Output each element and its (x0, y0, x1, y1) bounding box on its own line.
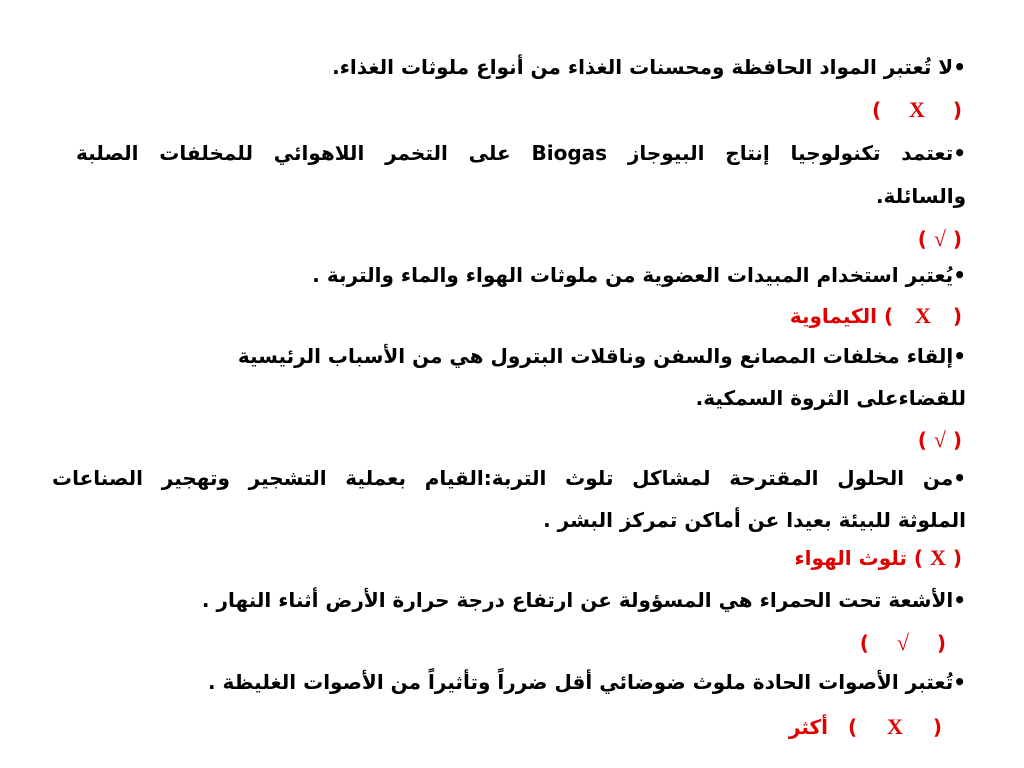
correction-text: تلوث الهواء (794, 546, 907, 570)
statement-text: يُعتبر استخدام المبيدات العضوية من ملوثات الهواء والماء والتربة . (312, 263, 954, 287)
answer-3 (790, 301, 962, 331)
answer-1 (872, 95, 962, 125)
close-paren: ) (871, 98, 882, 122)
close-paren: ) (913, 546, 924, 570)
statement-5-line-1 (52, 463, 966, 493)
statement-4-line-2 (696, 383, 966, 413)
statement-2-line-1 (76, 138, 966, 168)
statement-text: الملوثة للبيئة بعيدا عن أماكن تمركز البشر . (543, 508, 966, 532)
open-paren: ( (932, 715, 942, 739)
bullet: • (953, 263, 966, 287)
statement-2-line-2 (876, 181, 966, 211)
open-paren: ( (952, 546, 962, 570)
statement-4-line-1 (238, 341, 966, 371)
open-paren: ( (952, 98, 962, 122)
answer-4 (918, 425, 962, 455)
answer-mark: X (887, 714, 903, 739)
answer-7 (789, 712, 942, 742)
close-paren: ) (847, 715, 858, 739)
open-paren: ( (952, 428, 962, 452)
close-paren: ) (883, 304, 894, 328)
statement-text: إلقاء مخلفات المصانع والسفن وناقلات البترول هي من الأسباب الرئيسية (237, 344, 954, 368)
answer-mark: X (930, 545, 946, 570)
open-paren: ( (952, 227, 962, 251)
statement-5-line-2 (543, 505, 966, 535)
statement-text: لا تُعتبر المواد الحافظة ومحسنات الغذاء من أنواع ملوثات الغذاء. (332, 55, 954, 79)
close-paren: ) (859, 631, 869, 655)
answer-mark: √ (896, 630, 909, 655)
answer-5 (794, 543, 962, 573)
correction-text: الكيماوية (789, 304, 877, 328)
bullet: • (953, 588, 966, 612)
answer-mark: X (909, 97, 925, 122)
correction-text: أكثر (788, 715, 829, 739)
statement-text: تُعتبر الأصوات الحادة ملوث ضوضائي أقل ضرراً وتأثيراً من الأصوات الغليظة . (207, 670, 954, 694)
statement-text: تعتمد تكنولوجيا إنتاج البيوجاز Biogas على التخمر اللاهوائي للمخلفات الصلبة (76, 141, 954, 165)
answer-2 (918, 224, 962, 254)
close-paren: ) (917, 227, 927, 251)
bullet: • (953, 344, 966, 368)
statement-1 (332, 52, 966, 82)
answer-mark: √ (933, 226, 946, 251)
statement-text: الأشعة تحت الحمراء هي المسؤولة عن ارتفاع درجة حرارة الأرض أثناء النهار . (201, 588, 954, 612)
bullet: • (953, 466, 966, 490)
statement-3 (312, 260, 966, 290)
close-paren: ) (917, 428, 927, 452)
open-paren: ( (936, 631, 946, 655)
bullet: • (953, 670, 966, 694)
bullet: • (953, 55, 966, 79)
answer-6 (860, 628, 946, 658)
answer-mark: X (915, 303, 931, 328)
open-paren: ( (952, 304, 962, 328)
statement-text: والسائلة. (875, 184, 966, 208)
statement-text: للقضاءعلى الثروة السمكية. (695, 386, 966, 410)
statement-7 (208, 667, 966, 697)
answer-mark: √ (933, 427, 946, 452)
bullet: • (953, 141, 966, 165)
statement-text: من الحلول المقترحة لمشاكل تلوث التربة:القيام بعملية التشجير وتهجير الصناعات (52, 466, 954, 490)
statement-6 (202, 585, 966, 615)
